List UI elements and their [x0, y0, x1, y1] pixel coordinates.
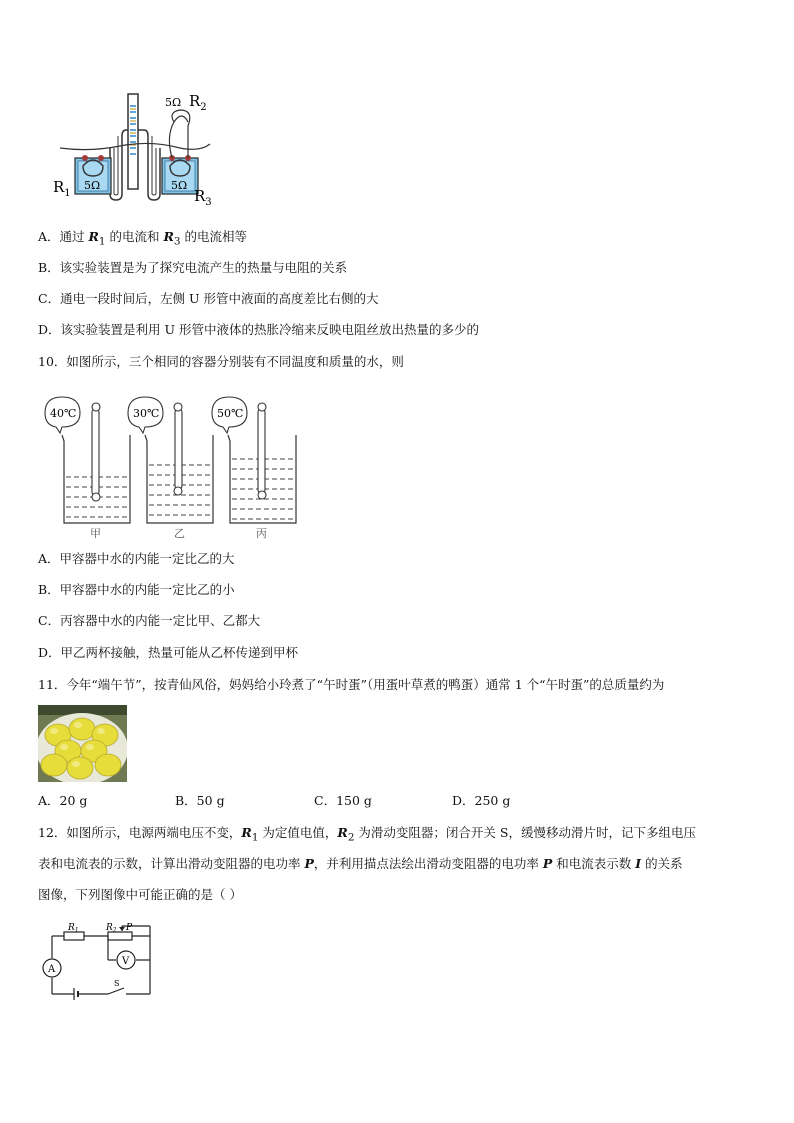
circuit-r1-label: $R_1$: [68, 923, 79, 934]
q9-option-b: B．该实验装置是为了探究电流产生的热量与电阻的关系: [38, 260, 348, 275]
q10-option-a: A．甲容器中水的内能一定比乙的大: [38, 551, 235, 566]
voltmeter-label: V: [122, 956, 130, 967]
q10-option-c: C．丙容器中水的内能一定比甲、乙都大: [38, 613, 261, 628]
box-right-value: 5Ω: [171, 179, 188, 192]
q10-option-b: B．甲容器中水的内能一定比乙的小: [38, 582, 235, 597]
q9-option-d: D．该实验装置是利用 U 形管中液体的热胀冷缩来反映电阻丝放出热量的多少的: [38, 322, 480, 337]
beaker-a-label: 甲: [90, 527, 101, 540]
ammeter-label: A: [48, 964, 56, 975]
q11-stem: 11．今年“端午节”，按青仙风俗，妈妈给小玲煮了“午时蛋”（用蛋叶草煮的鸭蛋）通常 1 个“午时蛋”的总质量约为: [38, 677, 665, 692]
circuit-r2-label: $R_2$: [106, 923, 117, 934]
q11-option-b: B．50 g: [175, 793, 225, 808]
q11-options: [38, 792, 510, 810]
circuit-slider-label: P: [126, 923, 133, 933]
joule-heating-apparatus-figure: [50, 86, 220, 206]
beaker-b-temperature: 30℃: [133, 407, 160, 420]
circuit-diagram: [40, 922, 155, 1004]
q12-stem-line2: 表和电流表的示数，计算出滑动变阻器的电功率 P，并利用描点法绘出滑动变阻器的电功率 P 和电流表示数 I 的关系: [38, 856, 683, 871]
box-left-value: 5Ω: [84, 179, 101, 192]
q10-stem: 10．如图所示，三个相同的容器分别装有不同温度和质量的水，则: [38, 354, 404, 369]
r2-value: 5Ω: [165, 96, 182, 109]
beaker-c-label: 丙: [256, 527, 267, 540]
q9-option-a: A．通过 $R_1$ 的电流和 $R_3$ 的电流相等: [38, 229, 247, 248]
beaker-b-label: 乙: [174, 527, 185, 540]
eggs-photo: [38, 705, 127, 782]
q12-stem-line3: 图像，下列图像中可能正确的是（ ）: [38, 887, 242, 902]
q11-option-c: C．150 g: [314, 793, 372, 808]
q11-option-a: A．20 g: [38, 793, 88, 808]
q9-option-c: C．通电一段时间后，左侧 U 形管中液面的高度差比右侧的大: [38, 291, 379, 306]
q12-stem-line1: 12．如图所示，电源两端电压不变，$R_1$ 为定值电值，$R_2$ 为滑动变阻器；闭合开关 S，缓慢移动滑片时，记下多组电压: [38, 825, 696, 844]
r2-label: $R_2$: [189, 92, 207, 113]
switch-label: S: [114, 979, 120, 988]
r3-label: $R_3$: [194, 187, 212, 206]
three-beakers-figure: [40, 395, 300, 540]
beaker-c-temperature: 50℃: [217, 407, 244, 420]
q11-option-d: D．250 g: [452, 793, 511, 808]
r1-label: $R_1$: [53, 178, 71, 199]
beaker-a-temperature: 40℃: [50, 407, 77, 420]
q10-option-d: D．甲乙两杯接触，热量可能从乙杯传递到甲杯: [38, 645, 299, 660]
